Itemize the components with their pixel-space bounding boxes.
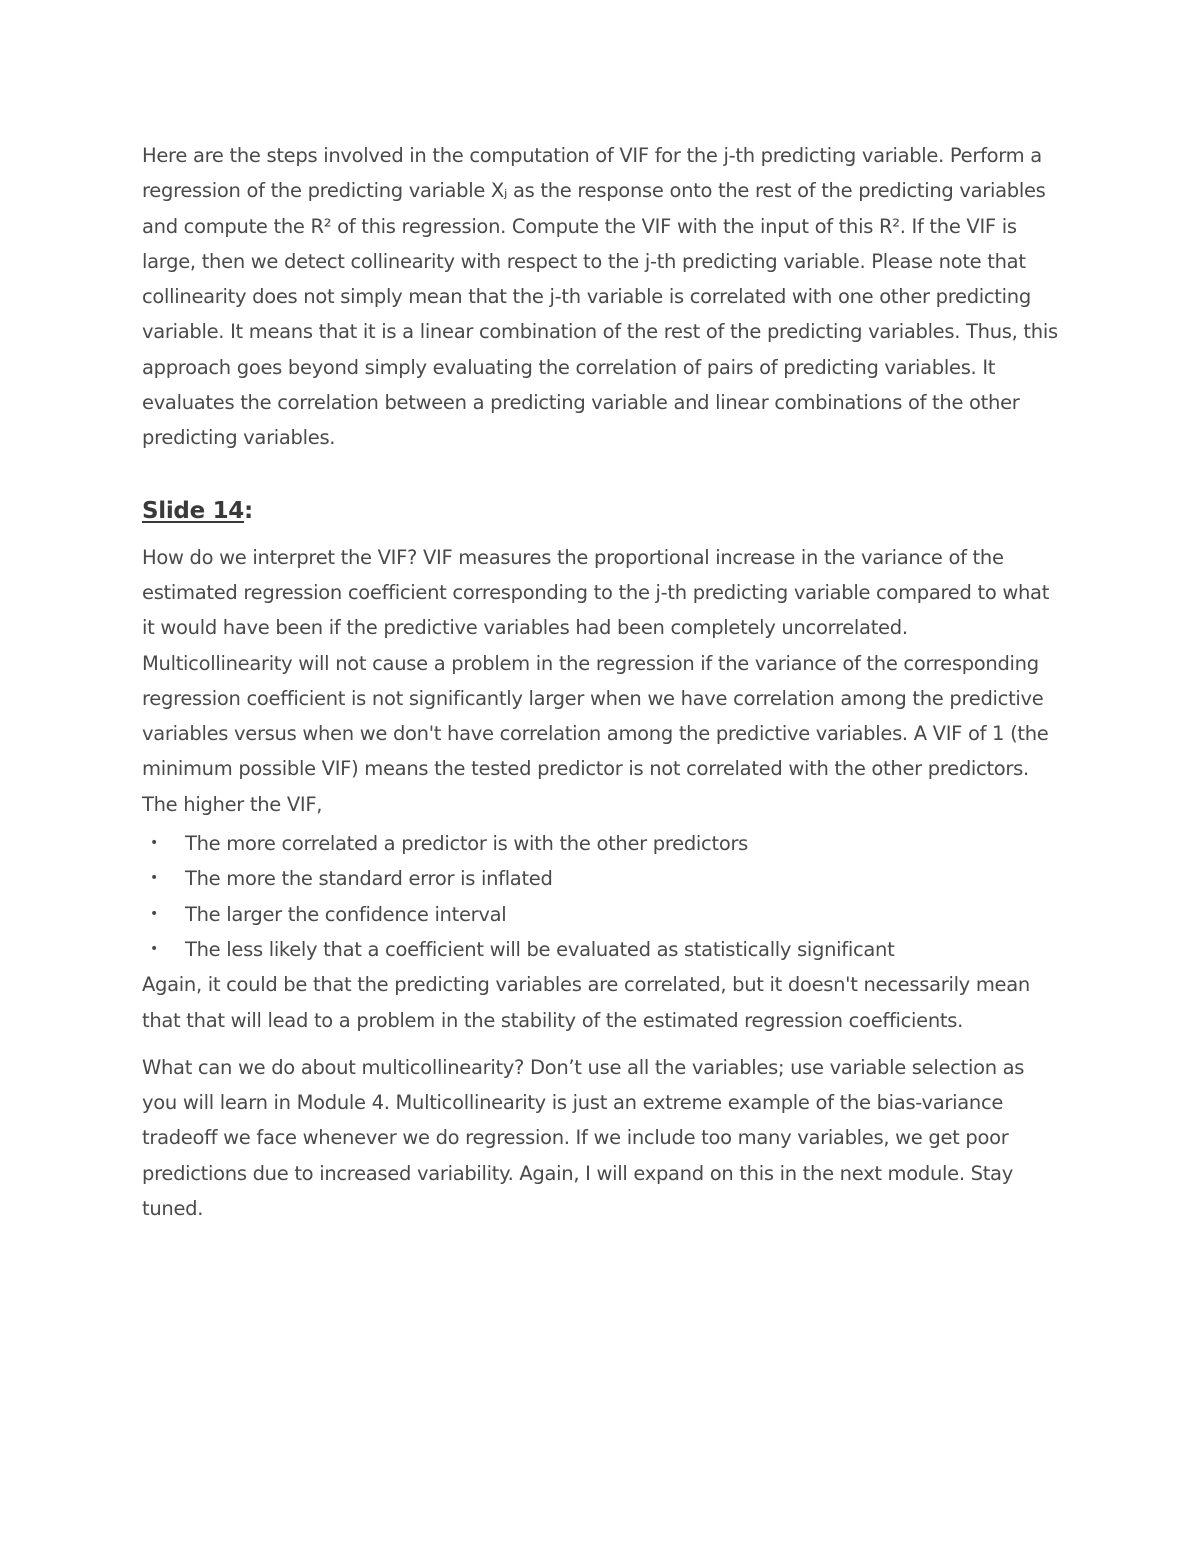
- bullet-list: [142, 826, 1062, 967]
- bullet-icon: •: [150, 835, 158, 852]
- bullet-icon: •: [150, 870, 158, 887]
- list-item: [142, 826, 1062, 861]
- slide-heading: [142, 496, 1062, 526]
- intro-paragraph: Here are the steps involved in the computation of VIF for the j-th predicting variable. Perform a regression of the predicting variable Xⱼ as the response onto the rest of the predicting variables and compute the R² of this regression. Compute the VIF with the input of this R². If the VIF is large, then we detect collinearity with respect to the j-th predicting variable. Please note that collinearity does not simply mean that the j-th variable is correlated with one other predicting variable. It means that it is a linear combination of the rest of the predicting variables. Thus, this approach goes beyond simply evaluating the correlation of pairs of predicting variables. It evaluates the correlation between a predicting variable and linear combinations of the other predicting variables.: [142, 144, 1058, 450]
- list-item: [142, 861, 1062, 896]
- list-item-text: The larger the confidence interval: [185, 902, 507, 926]
- list-item-text: The more correlated a predictor is with the other predictors: [185, 832, 749, 856]
- bullet-icon: •: [150, 940, 158, 957]
- closing-paragraph: What can we do about multicollinearity? Don’t use all the variables; use variable selection as you will learn in Module 4. Multicollinearity is just an extreme example of the bias-variance tradeoff we face whenever we do regression. If we include too many variables, we get poor predictions due to increased variability. Again, I will expand on this in the next module. Stay tuned.: [142, 1055, 1025, 1221]
- bullet-icon: •: [150, 905, 158, 922]
- slide-heading-link[interactable]: Slide 14: [142, 497, 245, 524]
- again-paragraph: Again, it could be that the predicting variables are correlated, but it doesn't necessarily mean that that will lead to a problem in the stability of the estimated regression coefficients.: [142, 973, 1030, 1032]
- list-item: [142, 932, 1062, 967]
- list-item-text: The more the standard error is inflated: [185, 867, 553, 891]
- slide-heading-suffix: :: [244, 497, 253, 524]
- document-page: [142, 138, 1062, 1226]
- interpretation-paragraph: How do we interpret the VIF? VIF measures the proportional increase in the variance of the estimated regression coefficient corresponding to the j-th predicting variable compared to what it would have been if the predictive variables had been completely uncorrelated. Multicollinearity will not cause a problem in the regression if the variance of the corresponding regression coefficient is not significantly larger when we have correlation among the predictive variables versus when we don't have correlation among the predictive variables. A VIF of 1 (the minimum possible VIF) means the tested predictor is not correlated with the other predictors. The higher the VIF,: [142, 545, 1050, 816]
- list-item-text: The less likely that a coefficient will be evaluated as statistically significant: [185, 937, 895, 961]
- list-item: [142, 897, 1062, 932]
